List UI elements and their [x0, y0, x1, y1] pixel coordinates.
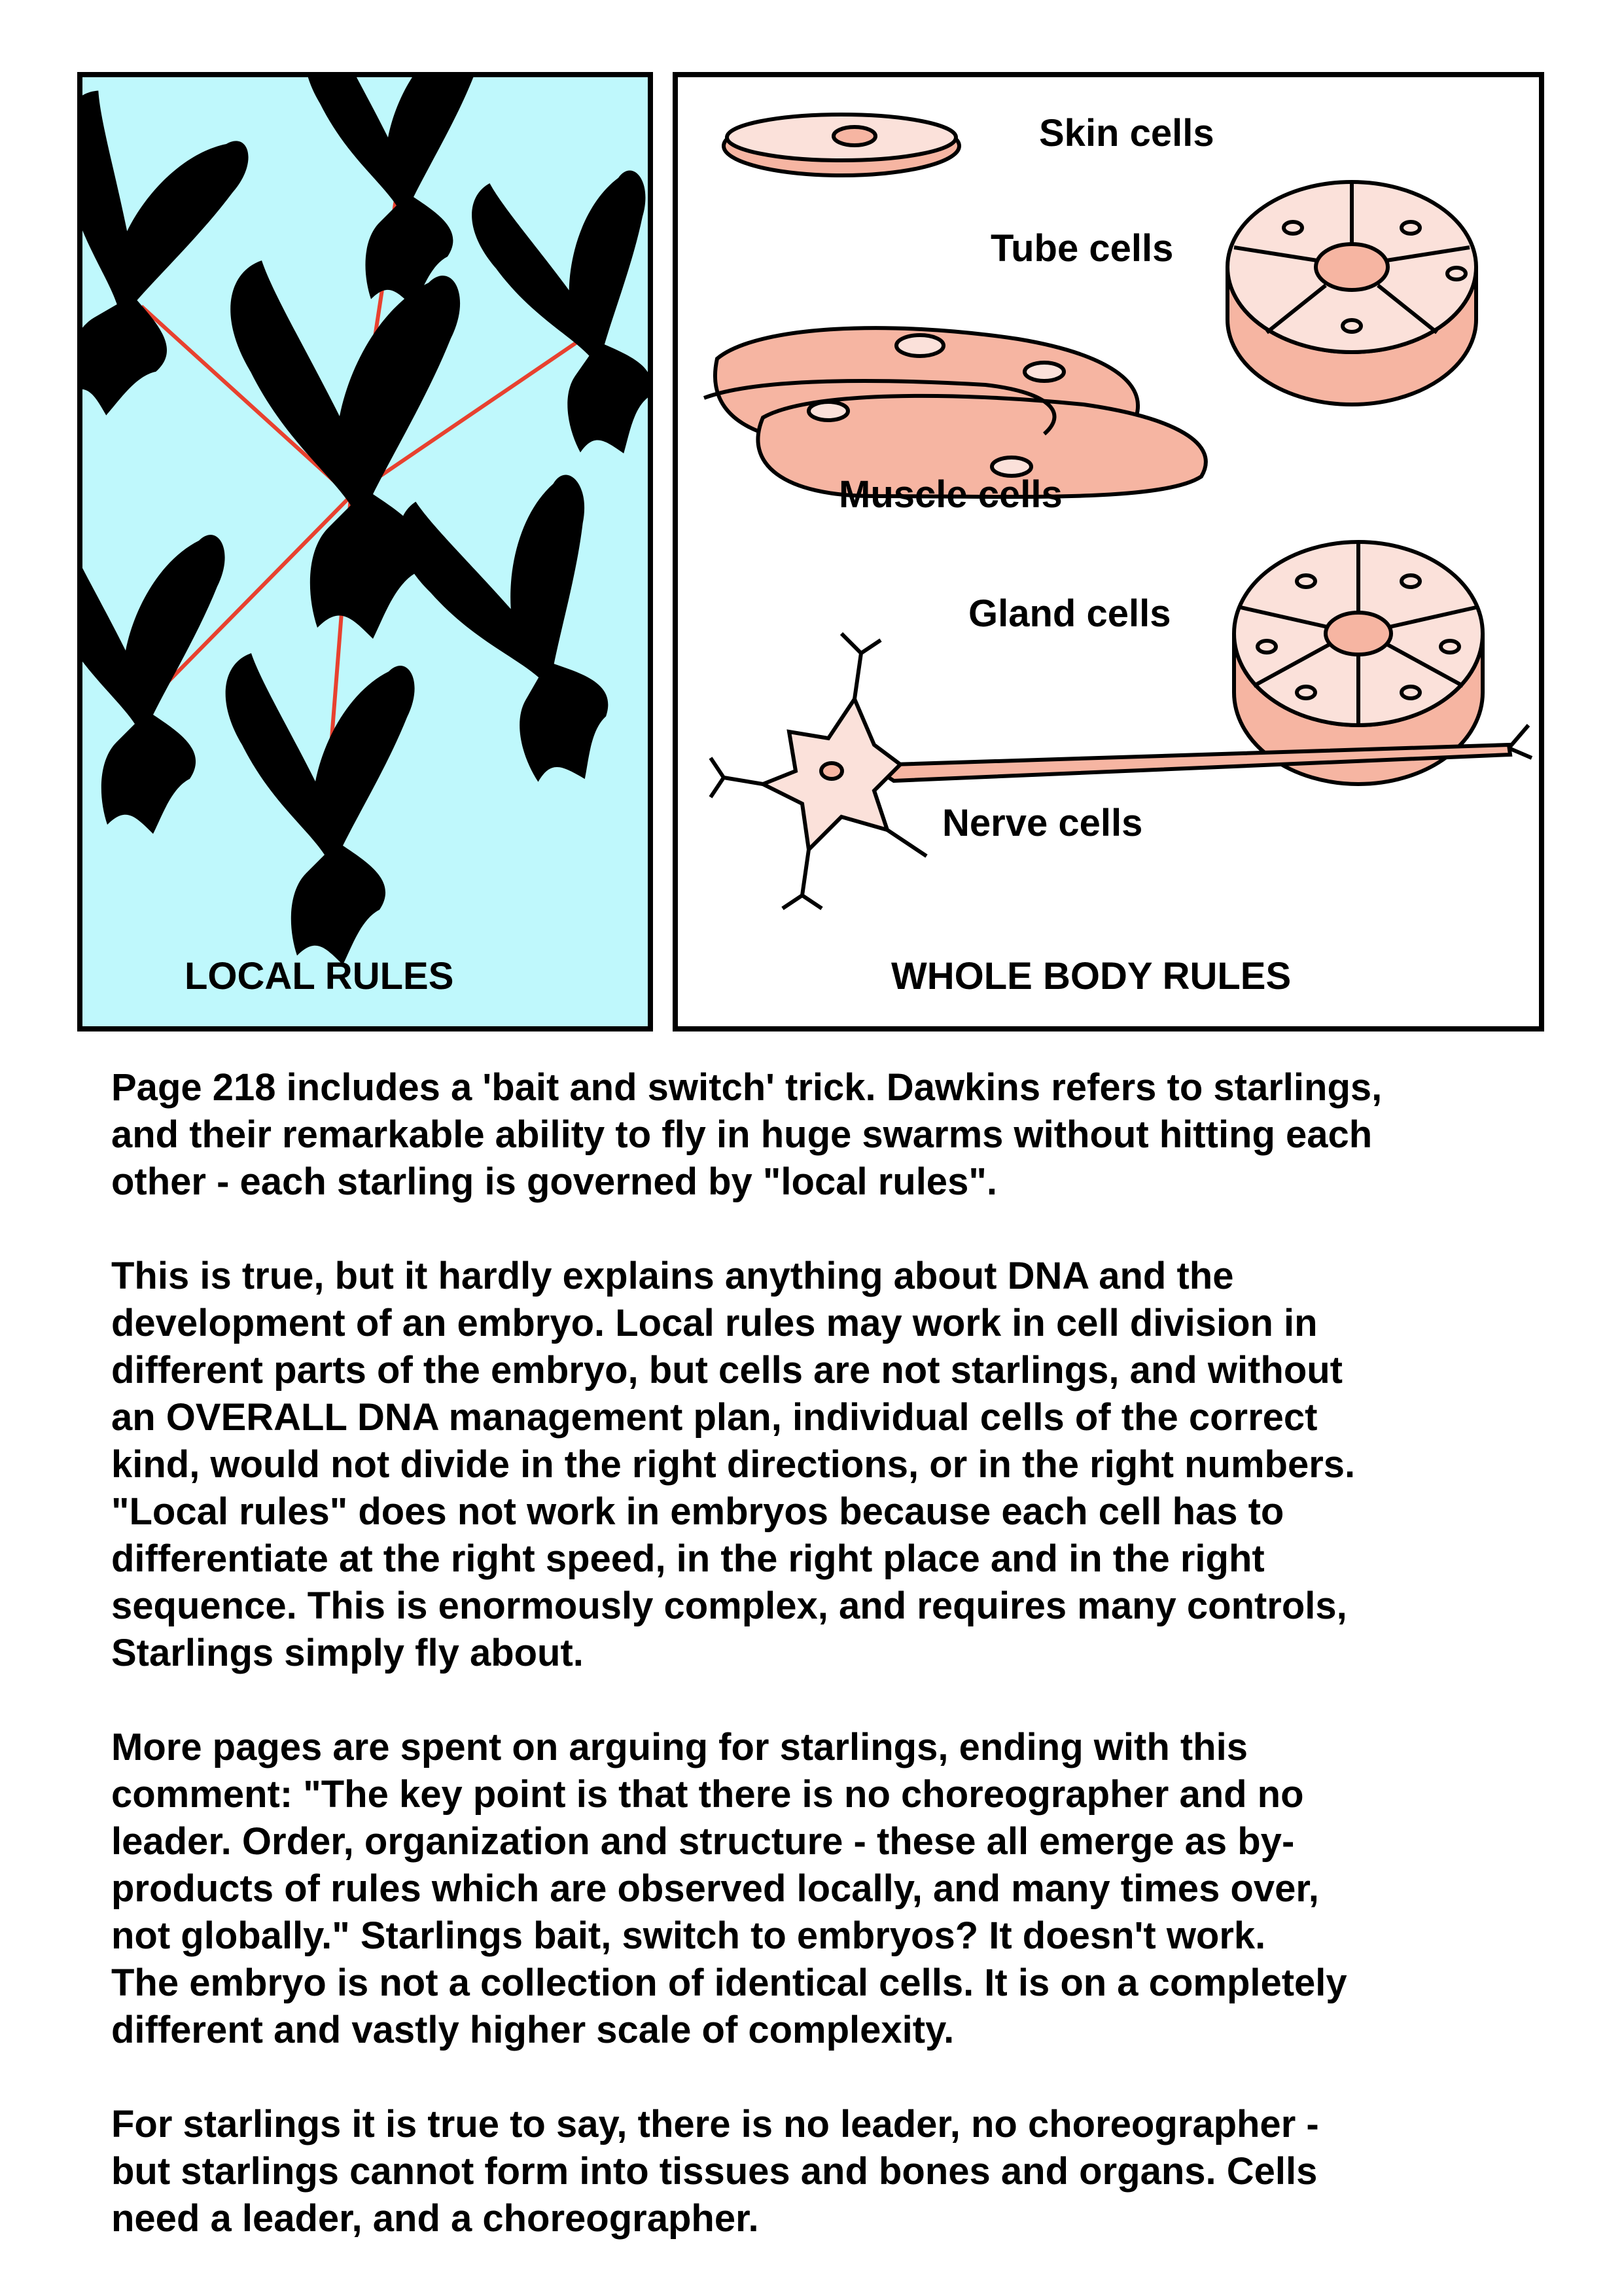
skin-cells-label: Skin cells — [1039, 112, 1214, 154]
muscle-cells-drawing — [704, 328, 1206, 497]
paragraph-choreographer-quote: More pages are spent on arguing for starlings, ending with this comment: "The key point is that there is no choreographer and no leader. Order, organization and structure - these all emerge as by- products of rules which are observed locally, and many times over, not globally." Starlings bait, switch to embryos? It doesn't work. The embryo is not a collection of identical cells. It is on a completely different and vastly higher scale of complexity. — [111, 1726, 1347, 2051]
starling-top — [304, 77, 480, 308]
muscle-cells-label: Muscle cells — [839, 473, 1063, 516]
starling-bottom-left — [82, 522, 225, 834]
starling-right — [466, 157, 648, 473]
tube-cells-label: Tube cells — [991, 227, 1174, 270]
nerve-cells-label: Nerve cells — [942, 802, 1143, 844]
whole-body-rules-caption: WHOLE BODY RULES — [891, 955, 1292, 997]
paragraph-conclusion: For starlings it is true to say, there is no leader, no choreographer - but starlings cannot form into tissues and bones and organs. Cells need a leader, and a choreographer. — [111, 2103, 1319, 2240]
paragraph-bait-and-switch: Page 218 includes a 'bait and switch' trick. Dawkins refers to starlings, and their remarkable ability to fly in huge swarms without hitting each other - each starling is governed by "local rules". — [111, 1066, 1383, 1203]
paragraph-embryo-development: This is true, but it hardly explains anything about DNA and the development of an embryo. Local rules may work in cell division in different parts of the embryo, but cells are not starlings, and without an OVERALL DNA management plan, individual cells of the correct kind, would not divide in the right directions, or in the right numbers. "Local rules" does not work in embryos because each cell has to differentiate at the right speed, in the right place and in the right sequence. This is enormously complex, and requires many controls, Starlings simply fly about. — [111, 1255, 1356, 1674]
whole-body-rules-panel — [673, 72, 1544, 1031]
local-rules-panel — [77, 72, 653, 1031]
starling-bottom — [226, 653, 415, 965]
starling-top-left — [82, 84, 256, 434]
local-rules-caption: LOCAL RULES — [185, 955, 454, 997]
tube-cell-drawing — [1227, 182, 1476, 404]
body-text — [111, 1064, 1551, 2289]
starlings-illustration — [82, 77, 648, 1026]
gland-cells-label: Gland cells — [968, 592, 1171, 635]
cells-illustration — [678, 77, 1539, 1026]
starling-bottom-right — [391, 459, 648, 810]
skin-cell-drawing — [724, 115, 959, 175]
